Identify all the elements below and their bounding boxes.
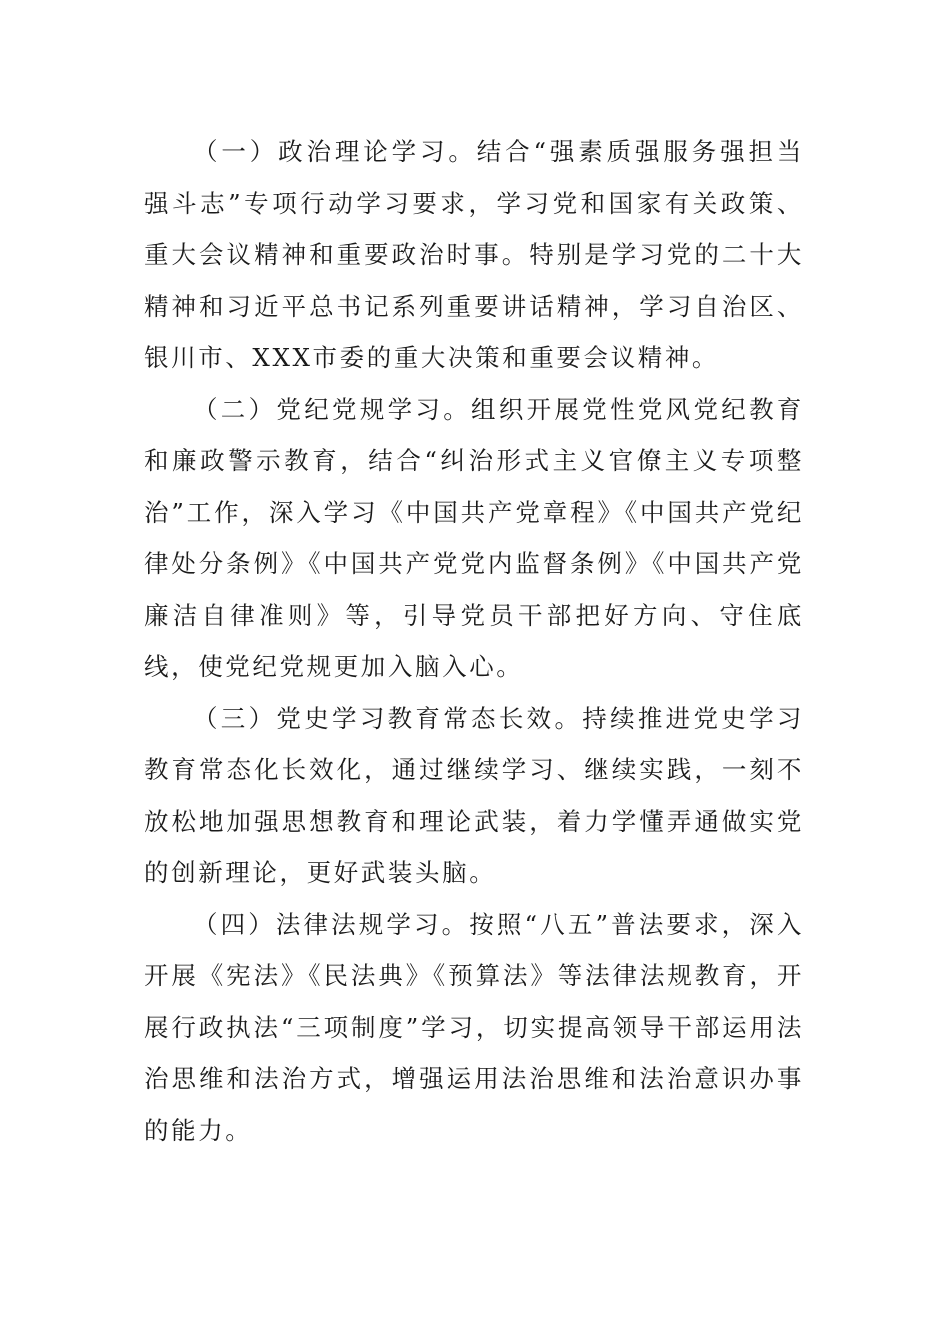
document-body — [144, 126, 804, 1156]
paragraph-party-discipline: （二）党纪党规学习。组织开展党性党风党纪教育和廉政警示教育，结合“纠治形式主义官僚主义专项整治”工作，深入学习《中国共产党章程》《中国共产党纪律处分条例》《中国共产党党内监督条例》《中国共产党廉洁自律准则》等，引导党员干部把好方向、守住底线，使党纪党规更加入脑入心。 — [144, 394, 804, 681]
paragraph-party-history: （三）党史学习教育常态长效。持续推进党史学习教育常态化长效化，通过继续学习、继续实践，一刻不放松地加强思想教育和理论武装，着力学懂弄通做实党的创新理论，更好武装头脑。 — [144, 703, 804, 887]
paragraph-political-theory: （一）政治理论学习。结合“强素质强服务强担当强斗志”专项行动学习要求，学习党和国家有关政策、重大会议精神和重要政治时事。特别是学习党的二十大精神和习近平总书记系列重要讲话精神，学习自治区、银川市、XXX市委的重大决策和重要会议精神。 — [144, 137, 804, 372]
paragraph-laws-regulations: （四）法律法规学习。按照“八五”普法要求，深入开展《宪法》《民法典》《预算法》等法律法规教育，开展行政执法“三项制度”学习，切实提高领导干部运用法治思维和法治方式，增强运用法治思维和法治意识办事的能力。 — [144, 909, 804, 1145]
